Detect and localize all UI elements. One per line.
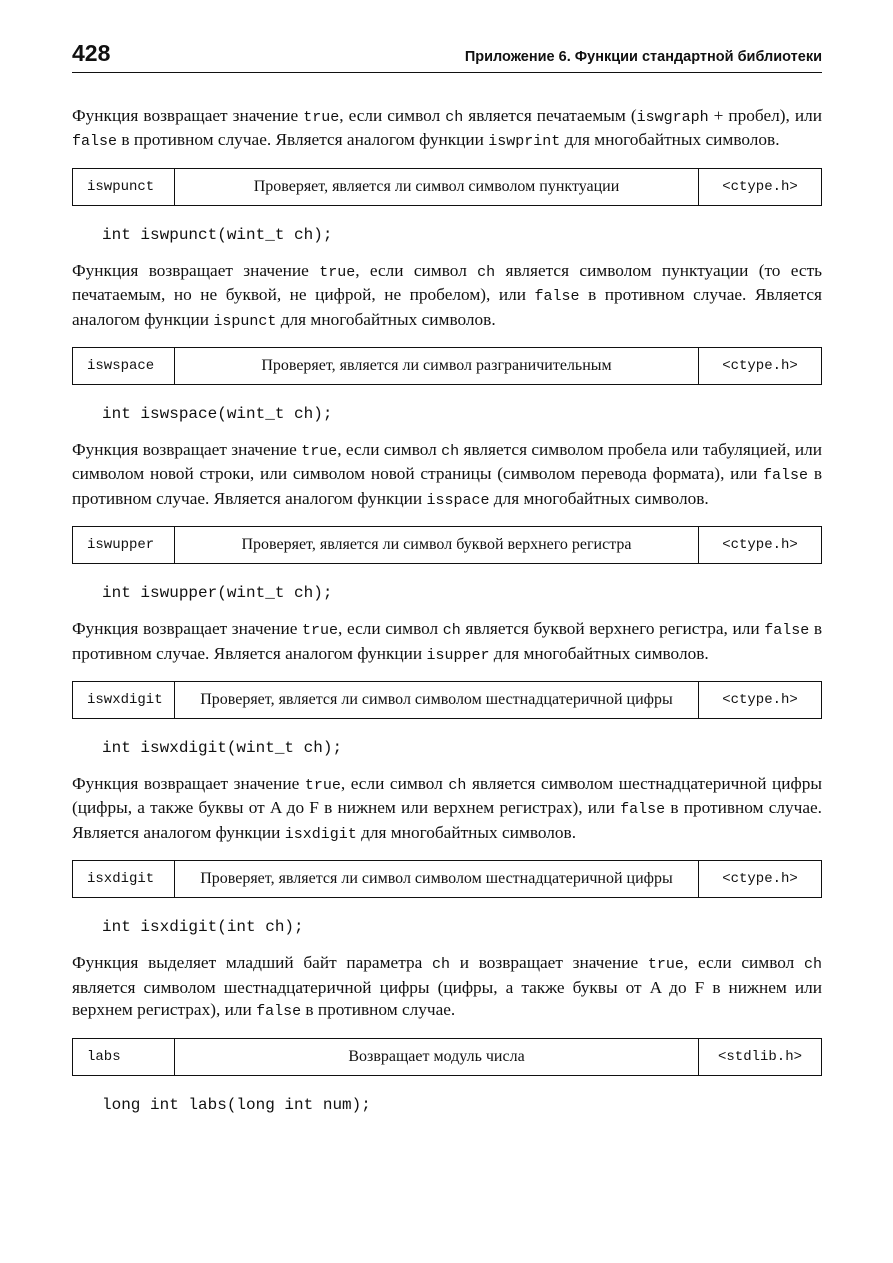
function-box-iswpunct xyxy=(72,168,822,206)
function-box-iswspace xyxy=(72,347,822,385)
function-header-file: <ctype.h> xyxy=(722,178,798,195)
function-name: iswxdigit xyxy=(73,682,175,718)
intro-paragraph: Функция возвращает значение true, если символ ch является печатаемым (iswgraph + пробел), или false в противном случае. Является аналогом функции iswprint для многобайтных символов. xyxy=(72,106,823,151)
function-name: labs xyxy=(73,1039,175,1075)
page-header xyxy=(72,38,822,73)
page-number: 428 xyxy=(72,40,111,66)
function-box-isxdigit xyxy=(72,860,822,898)
function-header-file: <ctype.h> xyxy=(722,871,798,888)
function-prototype: int iswupper(wint_t ch); xyxy=(102,584,333,603)
function-header-file: <stdlib.h> xyxy=(717,1048,802,1065)
function-box-labs xyxy=(72,1038,822,1076)
function-description: Возвращает модуль числа xyxy=(175,1039,699,1075)
function-explanation: Функция возвращает значение true, если символ ch является символом шестнадцатеричной цифры (цифры, а также буквы от A до F в нижнем или верхнем регистрах), или false в противном случае. Является аналогом функции isxdigit для многобайтных символов. xyxy=(72,774,822,843)
function-description: Проверяет, является ли символ символом шестнадцатеричной цифры xyxy=(175,861,699,897)
function-name: iswpunct xyxy=(73,169,175,205)
function-name: isxdigit xyxy=(73,861,175,897)
function-name: iswspace xyxy=(73,348,175,384)
function-description: Проверяет, является ли символ символом пунктуации xyxy=(175,169,699,205)
running-title: Приложение 6. Функции стандартной библиотеки xyxy=(464,49,822,65)
function-header-file: <ctype.h> xyxy=(722,692,798,709)
function-prototype: int isxdigit(int ch); xyxy=(102,918,304,937)
function-description: Проверяет, является ли символ буквой верхнего регистра xyxy=(175,527,699,563)
function-description: Проверяет, является ли символ разграничительным xyxy=(175,348,699,384)
function-header-file: <ctype.h> xyxy=(722,537,798,554)
function-name: iswupper xyxy=(73,527,175,563)
function-box-iswupper xyxy=(72,526,822,564)
function-prototype: int iswxdigit(wint_t ch); xyxy=(102,739,343,758)
function-header-file: <ctype.h> xyxy=(722,358,798,375)
function-description: Проверяет, является ли символ символом шестнадцатеричной цифры xyxy=(175,682,699,718)
function-explanation: Функция возвращает значение true, если символ ch является символом пунктуации (то есть печатаемым, но не буквой, не цифрой, не пробелом), или false в противном случае. Является аналогом функции ispunct для многобайтных символов. xyxy=(72,260,823,330)
book-page xyxy=(72,38,822,1130)
function-prototype: long int labs(long int num); xyxy=(102,1095,371,1114)
function-prototype: int iswpunct(wint_t ch); xyxy=(102,225,333,244)
function-box-iswxdigit xyxy=(72,681,822,719)
function-explanation: Функция выделяет младший байт параметра ch и возвращает значение true, если символ ch является символом шестнадцатеричной цифры (цифры, а также буквы от A до F в нижнем или верхнем регистрах), или false в противном случае. xyxy=(72,953,823,1021)
function-explanation: Функция возвращает значение true, если символ ch является буквой верхнего регистра, или false в противном случае. Является аналогом функции isupper для многобайтных символов. xyxy=(72,619,822,664)
function-explanation: Функция возвращает значение true, если символ ch является символом пробела или табуляцией, или символом новой строки, или символом новой страницы (символом перевода формата), или false в противном случае. Является аналогом функции isspace для многобайтных символов. xyxy=(72,440,822,509)
function-prototype: int iswspace(wint_t ch); xyxy=(102,405,333,424)
